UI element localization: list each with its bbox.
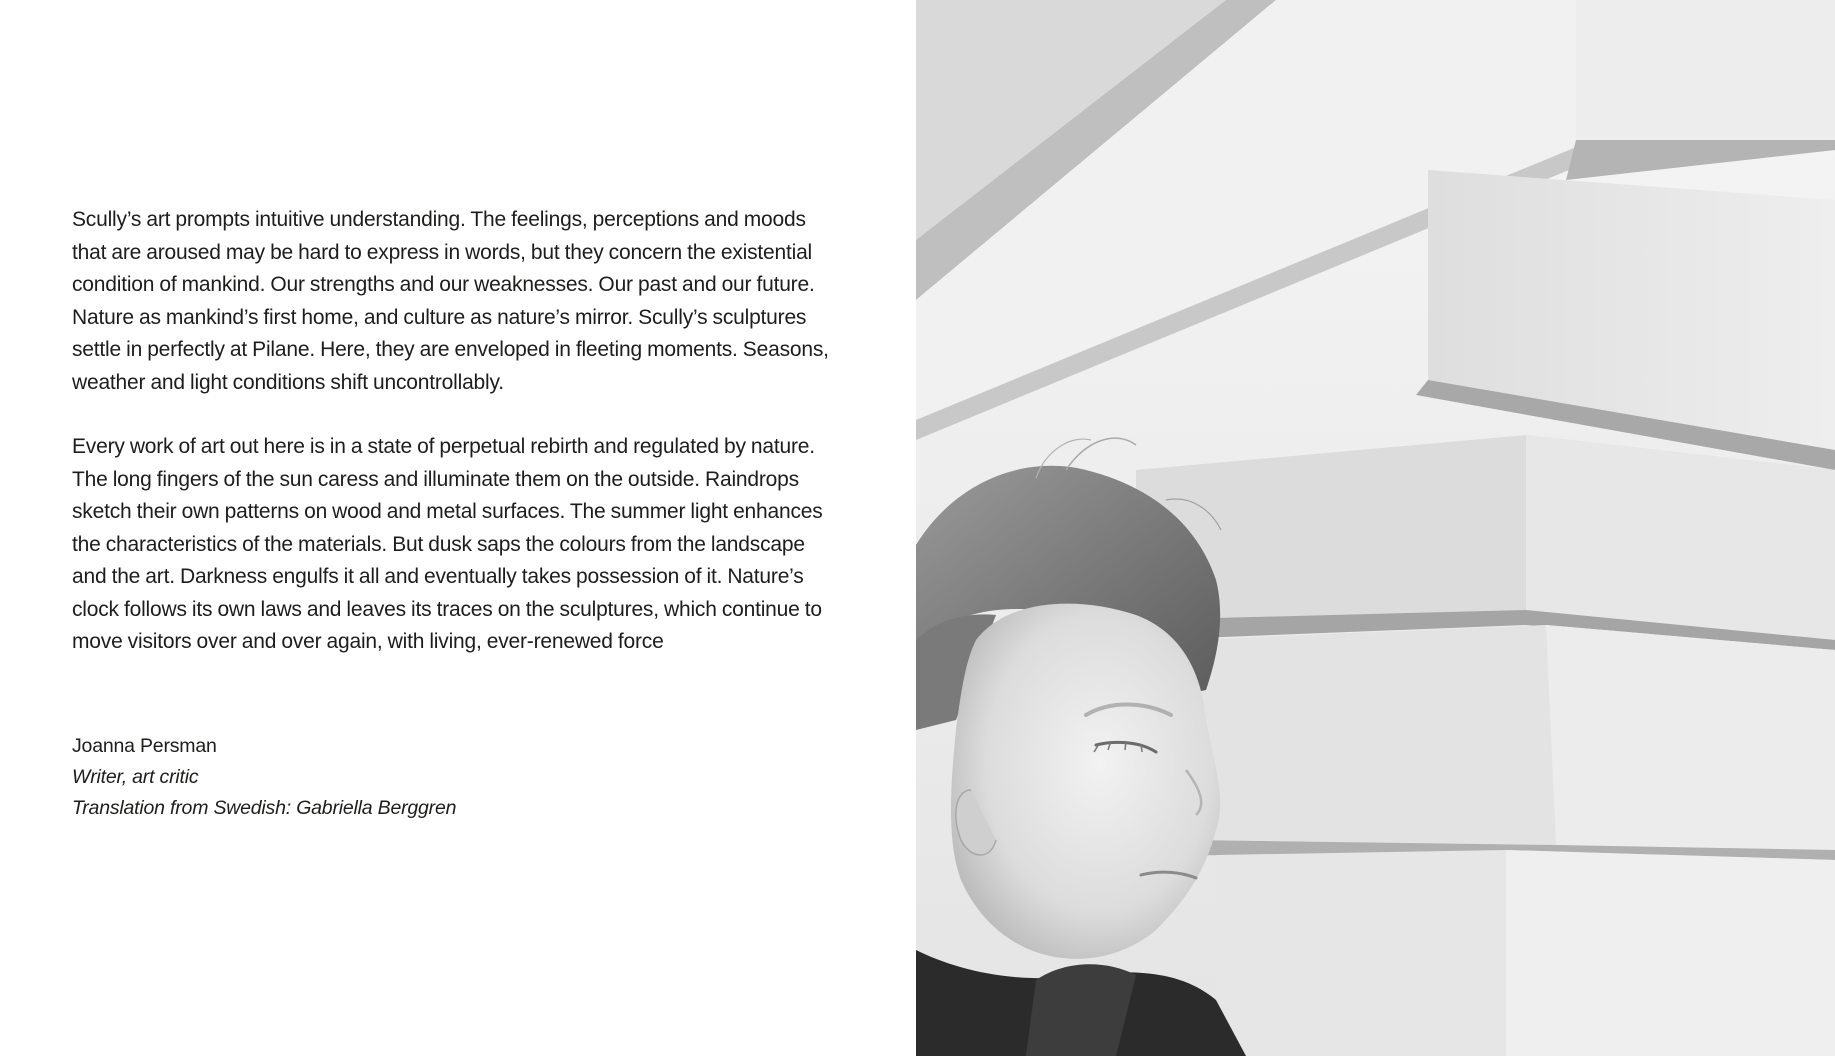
photo-illustration: [916, 0, 1835, 1056]
body-paragraph-2: Every work of art out here is in a state of perpetual rebirth and regulated by nature. The long fingers of the sun caress and illuminate them on the outside. Raindrops sketch their own patterns on wood and metal surfaces. The summer light enhances the characteristics of the materials. But dusk saps the colours from the landscape and the art. Darkness engulfs it all and eventually takes possession of it. Nature’s clock follows its own laws and leaves its traces on the sculptures, which continue to move visitors over and over again, with living, ever-renewed force: [72, 435, 823, 653]
photo-child-and-sculpture: [916, 0, 1835, 1056]
signature-block: [72, 731, 842, 824]
translation-credit: Translation from Swedish: Gabriella Berggren: [72, 796, 457, 819]
text-column: [72, 204, 842, 824]
body-paragraph-1: Scully’s art prompts intuitive understanding. The feelings, perceptions and moods that are aroused may be hard to express in words, but they concern the existential condition of mankind. Our strengths and our weaknesses. Our past and our future. Nature as mankind’s first home, and culture as nature’s mirror. Scully’s sculptures settle in perfectly at Pilane. Here, they are enveloped in fleeting moments. Seasons, weather and light conditions shift uncontrollably.: [72, 208, 829, 394]
author-name: Joanna Persman: [72, 734, 217, 757]
author-role: Writer, art critic: [72, 765, 199, 788]
